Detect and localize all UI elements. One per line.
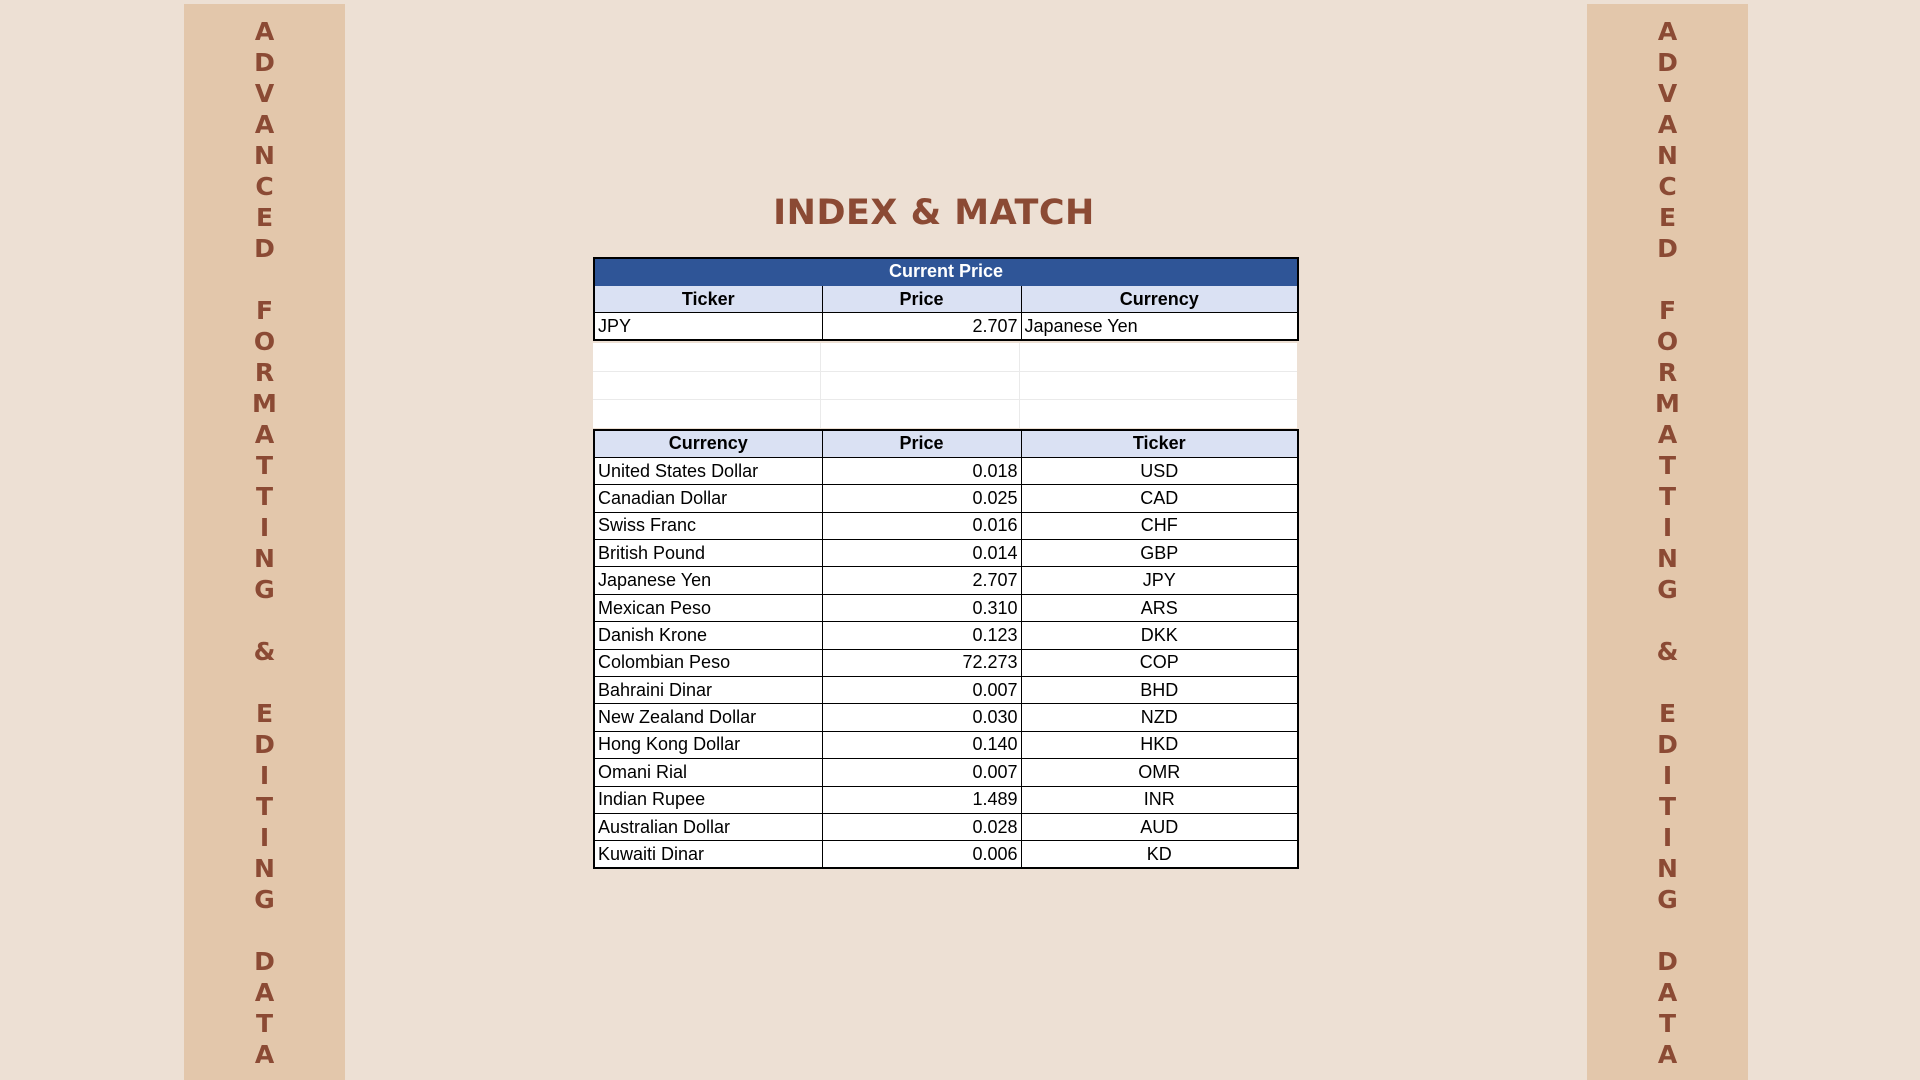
side-letter: V	[254, 79, 275, 108]
side-letter: T	[1658, 792, 1677, 821]
blank-spreadsheet-rows[interactable]	[593, 343, 1297, 428]
price-cell[interactable]: 0.006	[822, 841, 1021, 868]
side-letter: M	[1655, 389, 1680, 418]
ticker-cell[interactable]: CHF	[1021, 512, 1298, 539]
side-letter-gap	[1587, 264, 1748, 295]
side-letter: F	[1658, 296, 1677, 325]
side-letter: N	[254, 544, 275, 573]
side-letter: C	[1658, 172, 1677, 201]
price-cell[interactable]: 0.028	[822, 813, 1021, 840]
table-row	[594, 704, 1298, 731]
table-row	[594, 485, 1298, 512]
side-letter: A	[254, 110, 275, 139]
table-row	[594, 841, 1298, 868]
ticker-cell[interactable]: USD	[1021, 457, 1298, 484]
price-cell[interactable]: 72.273	[822, 649, 1021, 676]
side-letter: D	[1657, 234, 1678, 263]
side-letter: N	[1657, 854, 1678, 883]
gridline	[820, 343, 821, 428]
header-ticker[interactable]: Ticker	[594, 285, 822, 312]
table-row	[594, 649, 1298, 676]
ticker-cell[interactable]: JPY	[1021, 567, 1298, 594]
currency-name-cell[interactable]: New Zealand Dollar	[594, 704, 822, 731]
side-letter: N	[254, 141, 275, 170]
side-letter: A	[254, 978, 275, 1007]
side-letter-gap	[184, 605, 345, 636]
current-price-header-row	[594, 285, 1298, 312]
side-letter: A	[254, 1040, 275, 1069]
header-price[interactable]: Price	[822, 285, 1021, 312]
ticker-cell[interactable]: OMR	[1021, 759, 1298, 786]
side-letter: N	[254, 854, 275, 883]
right-side-banner	[1587, 4, 1748, 1080]
currency-name-cell[interactable]: Canadian Dollar	[594, 485, 822, 512]
price-cell[interactable]: 0.030	[822, 704, 1021, 731]
left-side-banner	[184, 4, 345, 1080]
header-price[interactable]: Price	[822, 430, 1021, 457]
price-cell[interactable]: 0.007	[822, 677, 1021, 704]
side-letter: O	[1656, 327, 1679, 356]
price-cell[interactable]: 0.014	[822, 540, 1021, 567]
gridline	[593, 371, 1297, 372]
price-cell[interactable]: 2.707	[822, 567, 1021, 594]
current-price-result-row	[594, 313, 1298, 340]
side-letter: R	[254, 358, 275, 387]
side-letter-gap	[1587, 605, 1748, 636]
price-cell[interactable]: 0.007	[822, 759, 1021, 786]
currency-name-cell[interactable]: Bahraini Dinar	[594, 677, 822, 704]
current-price-banner: Current Price	[594, 258, 1298, 285]
side-letter: D	[254, 947, 275, 976]
price-cell[interactable]: 0.140	[822, 731, 1021, 758]
header-currency[interactable]: Currency	[1021, 285, 1298, 312]
side-letter: D	[254, 48, 275, 77]
side-letter: A	[1657, 1040, 1678, 1069]
side-letter: D	[1657, 730, 1678, 759]
side-letter: D	[254, 730, 275, 759]
side-letter: N	[1657, 141, 1678, 170]
gridline	[593, 399, 1297, 400]
currency-name-cell[interactable]: Danish Krone	[594, 622, 822, 649]
table-row	[594, 813, 1298, 840]
side-letter: T	[1658, 482, 1677, 511]
side-letter: I	[1662, 823, 1673, 852]
ticker-cell[interactable]: INR	[1021, 786, 1298, 813]
side-letter: T	[255, 792, 274, 821]
side-letter: G	[254, 885, 275, 914]
table-row	[594, 540, 1298, 567]
currency-lookup-table	[593, 429, 1299, 869]
side-letter: E	[1658, 699, 1677, 728]
ticker-cell[interactable]: NZD	[1021, 704, 1298, 731]
currency-name-cell[interactable]: Omani Rial	[594, 759, 822, 786]
side-letter: T	[1658, 451, 1677, 480]
table-row	[594, 731, 1298, 758]
left-vertical-text	[184, 16, 345, 1070]
header-currency[interactable]: Currency	[594, 430, 822, 457]
current-price-table	[593, 257, 1299, 341]
table-row	[594, 622, 1298, 649]
side-letter-gap	[184, 264, 345, 295]
side-letter: G	[254, 575, 275, 604]
side-letter-gap	[184, 915, 345, 946]
currency-name-cell[interactable]: British Pound	[594, 540, 822, 567]
currency-name-cell[interactable]: Colombian Peso	[594, 649, 822, 676]
side-letter-gap	[1587, 915, 1748, 946]
price-cell[interactable]: 1.489	[822, 786, 1021, 813]
side-letter: I	[259, 761, 270, 790]
price-cell[interactable]: 0.025	[822, 485, 1021, 512]
currency-name-cell[interactable]: United States Dollar	[594, 457, 822, 484]
side-letter: C	[255, 172, 274, 201]
side-letter: D	[1657, 48, 1678, 77]
ticker-cell[interactable]: AUD	[1021, 813, 1298, 840]
price-cell[interactable]: 0.310	[822, 594, 1021, 621]
side-letter: I	[1662, 513, 1673, 542]
ticker-cell[interactable]: CAD	[1021, 485, 1298, 512]
table-row	[594, 512, 1298, 539]
side-letter: D	[1657, 947, 1678, 976]
table-row	[594, 786, 1298, 813]
ticker-cell[interactable]: BHD	[1021, 677, 1298, 704]
side-letter: R	[1657, 358, 1678, 387]
header-ticker[interactable]: Ticker	[1021, 430, 1298, 457]
ticker-cell[interactable]: COP	[1021, 649, 1298, 676]
ticker-cell[interactable]: KD	[1021, 841, 1298, 868]
ticker-cell[interactable]: HKD	[1021, 731, 1298, 758]
ticker-cell[interactable]: ARS	[1021, 594, 1298, 621]
price-cell[interactable]: 0.018	[822, 457, 1021, 484]
currency-name-cell[interactable]: Indian Rupee	[594, 786, 822, 813]
side-letter: I	[259, 513, 270, 542]
lookup-ticker-cell[interactable]: JPY	[594, 313, 822, 340]
side-letter: I	[1662, 761, 1673, 790]
price-cell[interactable]: 0.016	[822, 512, 1021, 539]
side-letter: &	[253, 637, 276, 666]
side-letter: A	[1657, 978, 1678, 1007]
side-letter: A	[254, 420, 275, 449]
side-letter-gap	[184, 667, 345, 698]
right-vertical-text	[1587, 16, 1748, 1070]
side-letter: O	[253, 327, 276, 356]
currency-name-cell[interactable]: Swiss Franc	[594, 512, 822, 539]
price-cell[interactable]: 0.123	[822, 622, 1021, 649]
side-letter: A	[1657, 17, 1678, 46]
ticker-cell[interactable]: DKK	[1021, 622, 1298, 649]
currency-name-cell[interactable]: Kuwaiti Dinar	[594, 841, 822, 868]
side-letter: D	[254, 234, 275, 263]
side-letter: V	[1657, 79, 1678, 108]
table-row	[594, 677, 1298, 704]
currency-name-cell[interactable]: Mexican Peso	[594, 594, 822, 621]
side-letter: G	[1657, 885, 1678, 914]
side-letter: F	[255, 296, 274, 325]
gridline	[1019, 343, 1020, 428]
side-letter: N	[1657, 544, 1678, 573]
side-letter: G	[1657, 575, 1678, 604]
currency-name-cell[interactable]: Hong Kong Dollar	[594, 731, 822, 758]
side-letter: A	[1657, 420, 1678, 449]
side-letter: T	[255, 482, 274, 511]
side-letter: M	[252, 389, 277, 418]
ticker-cell[interactable]: GBP	[1021, 540, 1298, 567]
side-letter: E	[255, 699, 274, 728]
table-row	[594, 759, 1298, 786]
side-letter: T	[255, 1009, 274, 1038]
side-letter: A	[254, 17, 275, 46]
result-currency-cell[interactable]: Japanese Yen	[1021, 313, 1298, 340]
side-letter: I	[259, 823, 270, 852]
result-price-cell[interactable]: 2.707	[822, 313, 1021, 340]
page-title: INDEX & MATCH	[773, 193, 1095, 233]
currency-name-cell[interactable]: Australian Dollar	[594, 813, 822, 840]
side-letter: &	[1656, 637, 1679, 666]
current-price-banner-row	[594, 258, 1298, 285]
side-letter: E	[255, 203, 274, 232]
currency-name-cell[interactable]: Japanese Yen	[594, 567, 822, 594]
table-row	[594, 457, 1298, 484]
table-row	[594, 567, 1298, 594]
table-row	[594, 594, 1298, 621]
currency-table-header-row	[594, 430, 1298, 457]
side-letter: T	[1658, 1009, 1677, 1038]
side-letter-gap	[1587, 667, 1748, 698]
side-letter: A	[1657, 110, 1678, 139]
side-letter: E	[1658, 203, 1677, 232]
side-letter: T	[255, 451, 274, 480]
